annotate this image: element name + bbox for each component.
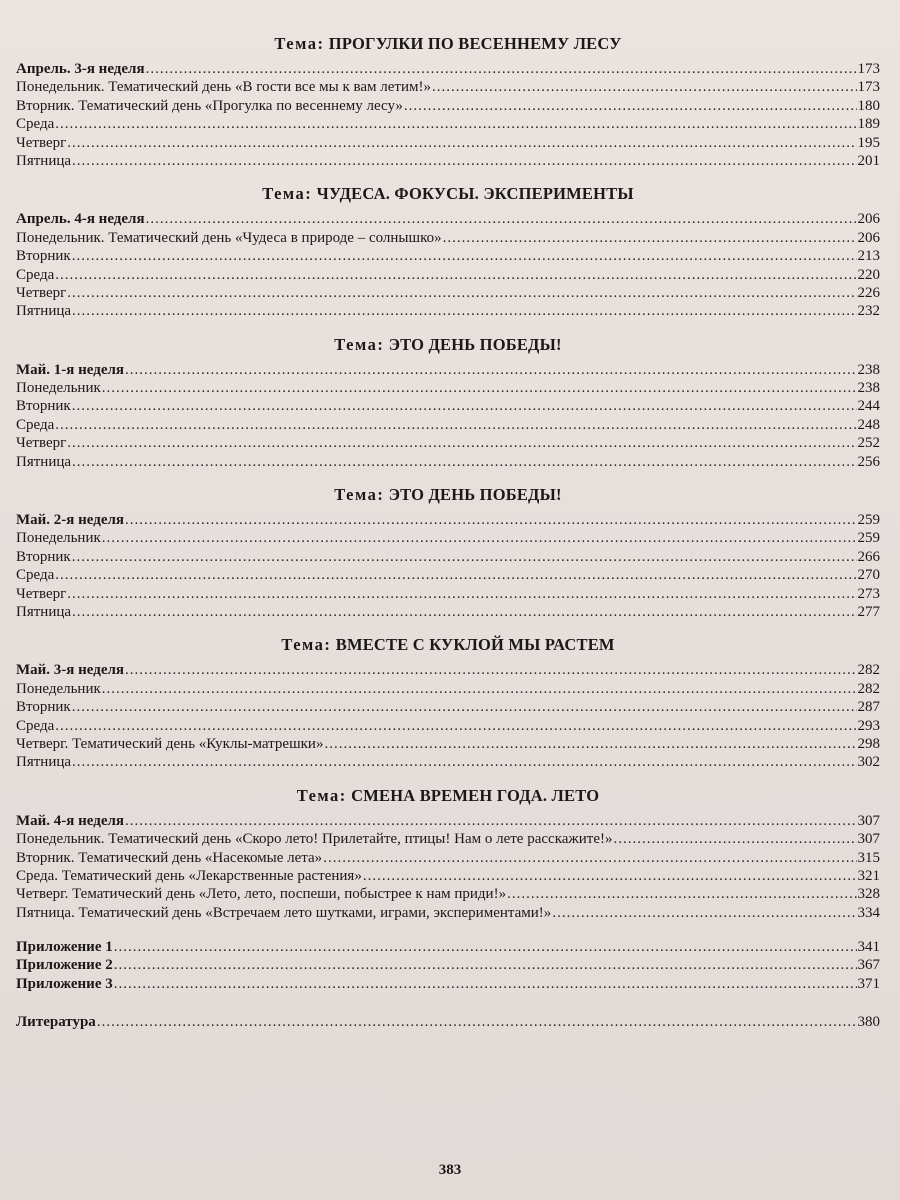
toc-entry-label: Май. 1-я неделя bbox=[16, 361, 125, 378]
toc-page-number: 328 bbox=[857, 886, 880, 903]
toc-entry-label: Вторник bbox=[16, 398, 71, 415]
toc-page-number: 367 bbox=[857, 957, 880, 974]
dot-leader bbox=[72, 152, 856, 170]
dot-leader bbox=[67, 585, 856, 603]
dot-leader bbox=[55, 416, 856, 434]
toc-day-row bbox=[16, 566, 880, 584]
dot-leader bbox=[324, 735, 856, 753]
toc-page-number: 238 bbox=[857, 380, 880, 397]
section-title bbox=[16, 485, 880, 505]
toc-page-number: 380 bbox=[857, 1014, 880, 1031]
dot-leader bbox=[55, 566, 856, 584]
dot-leader bbox=[97, 1013, 857, 1031]
toc-entry-label: Пятница bbox=[16, 152, 72, 169]
dot-leader bbox=[102, 379, 857, 397]
dot-leader bbox=[552, 904, 856, 922]
toc-entry-label: Пятница bbox=[16, 303, 72, 320]
dot-leader bbox=[507, 885, 856, 903]
toc-page-number: 315 bbox=[857, 849, 880, 866]
toc-page-number: 220 bbox=[857, 266, 880, 283]
toc-entry-label: Литература bbox=[16, 1014, 96, 1031]
toc-appendix-row bbox=[16, 956, 880, 974]
toc-page-number: 213 bbox=[857, 248, 880, 265]
toc-entry-label: Приложение 1 bbox=[16, 939, 113, 956]
tema-label: Тема: bbox=[274, 34, 325, 53]
toc-day-row bbox=[16, 134, 880, 152]
dot-leader bbox=[404, 97, 857, 115]
toc-entry-label: Вторник bbox=[16, 548, 71, 565]
toc-day-row bbox=[16, 753, 880, 771]
dot-leader bbox=[72, 698, 857, 716]
toc-page-number: 298 bbox=[857, 735, 880, 752]
dot-leader bbox=[614, 830, 857, 848]
toc-week-row bbox=[16, 361, 880, 379]
section-title bbox=[16, 34, 880, 54]
toc-entry-label: Май. 4-я неделя bbox=[16, 812, 125, 829]
dot-leader bbox=[55, 115, 856, 133]
toc-day-row bbox=[16, 379, 880, 397]
toc-entry-label: Вторник. Тематический день «Насекомые лета» bbox=[16, 849, 323, 866]
toc-day-row bbox=[16, 585, 880, 603]
toc-entry-label: Понедельник. Тематический день «В гости все мы к вам летим!» bbox=[16, 79, 431, 96]
page-number-footer: 383 bbox=[438, 1162, 462, 1178]
toc-entry-label: Среда bbox=[16, 116, 55, 133]
toc-entry-label: Понедельник. Тематический день «Чудеса в природе – солнышко» bbox=[16, 229, 442, 246]
toc-day-row bbox=[16, 867, 880, 885]
toc-day-row bbox=[16, 698, 880, 716]
toc-entry-label: Пятница bbox=[16, 754, 72, 771]
section-title bbox=[16, 635, 880, 655]
toc-entry-label: Пятница. Тематический день «Встречаем лето шутками, играми, экспериментами!» bbox=[16, 904, 552, 921]
toc-entry-label: Среда bbox=[16, 416, 55, 433]
dot-leader bbox=[146, 210, 857, 228]
toc-literature-row bbox=[16, 1013, 880, 1031]
toc-entry-label: Четверг. Тематический день «Куклы-матрешки» bbox=[16, 735, 324, 752]
toc-day-row bbox=[16, 416, 880, 434]
dot-leader bbox=[67, 134, 856, 152]
dot-leader bbox=[125, 361, 856, 379]
toc-entry-label: Четверг bbox=[16, 284, 67, 301]
toc-entry-label: Приложение 3 bbox=[16, 975, 113, 992]
toc-day-row bbox=[16, 904, 880, 922]
toc-day-row bbox=[16, 397, 880, 415]
section-title-text: ВМЕСТЕ С КУКЛОЙ МЫ РАСТЕМ bbox=[335, 635, 615, 655]
section-title-text: ЭТО ДЕНЬ ПОБЕДЫ! bbox=[388, 334, 562, 354]
section-title-text: ЭТО ДЕНЬ ПОБЕДЫ! bbox=[388, 485, 562, 505]
toc-page-number: 282 bbox=[857, 680, 880, 697]
tema-label: Тема: bbox=[334, 485, 385, 505]
toc-entry-label: Понедельник. Тематический день «Скоро лето! Прилетайте, птицы! Нам о лете расскажите!» bbox=[16, 831, 613, 848]
toc-entry-label: Вторник. Тематический день «Прогулка по весеннему лесу» bbox=[16, 97, 403, 114]
toc-entry-label: Вторник bbox=[16, 248, 71, 265]
toc-entry-label: Четверг bbox=[16, 435, 67, 452]
dot-leader bbox=[67, 434, 856, 452]
toc-day-row bbox=[16, 97, 880, 115]
toc-page-number: 334 bbox=[857, 904, 880, 921]
toc-page-number: 201 bbox=[857, 152, 880, 169]
toc-day-row bbox=[16, 529, 880, 547]
section-title bbox=[16, 335, 880, 355]
toc-day-row bbox=[16, 229, 880, 247]
toc-day-row bbox=[16, 603, 880, 621]
dot-leader bbox=[72, 397, 857, 415]
toc-entry-label: Среда bbox=[16, 717, 55, 734]
toc-day-row bbox=[16, 152, 880, 170]
tema-label: Тема: bbox=[262, 184, 313, 204]
toc-appendix-row bbox=[16, 938, 880, 956]
toc-page-number: 259 bbox=[857, 530, 880, 547]
toc-week-row bbox=[16, 210, 880, 228]
toc-day-row bbox=[16, 453, 880, 471]
dot-leader bbox=[146, 60, 857, 78]
section-title-text: СМЕНА ВРЕМЕН ГОДА. ЛЕТО bbox=[351, 785, 600, 805]
dot-leader bbox=[55, 717, 856, 735]
dot-leader bbox=[67, 284, 856, 302]
toc-page-number: 256 bbox=[857, 453, 880, 470]
toc-day-row bbox=[16, 830, 880, 848]
toc-week-row bbox=[16, 511, 880, 529]
toc-entry-label: Среда. Тематический день «Лекарственные растения» bbox=[16, 867, 362, 884]
dot-leader bbox=[125, 812, 856, 830]
toc-page-number: 206 bbox=[857, 229, 880, 246]
literature-section bbox=[16, 1013, 880, 1031]
toc-entry-label: Пятница bbox=[16, 453, 72, 470]
toc-day-row bbox=[16, 849, 880, 867]
toc-page-number: 302 bbox=[857, 754, 880, 771]
toc-appendix-row bbox=[16, 975, 880, 993]
toc-week-row bbox=[16, 812, 880, 830]
toc-day-row bbox=[16, 115, 880, 133]
toc-day-row bbox=[16, 717, 880, 735]
toc-entry-label: Четверг bbox=[16, 134, 67, 151]
toc-day-row bbox=[16, 247, 880, 265]
toc-page-number: 173 bbox=[857, 61, 880, 77]
toc-day-row bbox=[16, 434, 880, 452]
section-title bbox=[16, 184, 880, 204]
dot-leader bbox=[125, 511, 856, 529]
dot-leader bbox=[72, 247, 857, 265]
toc-page-number: 180 bbox=[857, 97, 880, 114]
dot-leader bbox=[72, 603, 856, 621]
toc-day-row bbox=[16, 302, 880, 320]
toc-page-number: 341 bbox=[857, 939, 880, 956]
toc-day-row bbox=[16, 680, 880, 698]
dot-leader bbox=[125, 661, 856, 679]
table-of-contents bbox=[16, 34, 880, 1032]
toc-day-row bbox=[16, 266, 880, 284]
toc-day-row bbox=[16, 735, 880, 753]
toc-page-number: 248 bbox=[857, 416, 880, 433]
dot-leader bbox=[72, 453, 856, 471]
tema-label: Тема: bbox=[281, 635, 332, 655]
toc-page-number: 273 bbox=[857, 585, 880, 602]
dot-leader bbox=[323, 849, 856, 867]
toc-week-row bbox=[16, 60, 880, 78]
toc-page-number: 307 bbox=[857, 831, 880, 848]
toc-entry-label: Среда bbox=[16, 266, 55, 283]
dot-leader bbox=[114, 975, 857, 993]
dot-leader bbox=[443, 229, 857, 247]
toc-page-number: 282 bbox=[857, 662, 880, 679]
dot-leader bbox=[72, 548, 857, 566]
dot-leader bbox=[102, 680, 857, 698]
toc-entry-label: Май. 2-я неделя bbox=[16, 512, 125, 529]
toc-entry-label: Пятница bbox=[16, 603, 72, 620]
toc-page-number: 287 bbox=[857, 699, 880, 716]
toc-page-number: 266 bbox=[857, 548, 880, 565]
section-title-text: ПРОГУЛКИ ПО ВЕСЕННЕМУ ЛЕСУ bbox=[328, 34, 622, 53]
toc-page-number: 195 bbox=[857, 134, 880, 151]
toc-page-number: 307 bbox=[857, 812, 880, 829]
toc-page-number: 259 bbox=[857, 512, 880, 529]
dot-leader bbox=[114, 956, 857, 974]
toc-page-number: 270 bbox=[857, 567, 880, 584]
toc-page-number: 371 bbox=[857, 975, 880, 992]
toc-entry-label: Май. 3-я неделя bbox=[16, 662, 125, 679]
toc-page-number: 173 bbox=[857, 79, 880, 96]
toc-page-number: 206 bbox=[857, 211, 880, 228]
toc-entry-label: Апрель. 4-я неделя bbox=[16, 211, 145, 228]
toc-entry-label: Четверг. Тематический день «Лето, лето, поспеши, побыстрее к нам приди!» bbox=[16, 886, 507, 903]
toc-day-row bbox=[16, 78, 880, 96]
toc-entry-label: Среда bbox=[16, 567, 55, 584]
dot-leader bbox=[363, 867, 857, 885]
tema-label: Тема: bbox=[334, 334, 385, 354]
toc-day-row bbox=[16, 885, 880, 903]
tema-label: Тема: bbox=[296, 785, 347, 805]
dot-leader bbox=[114, 938, 857, 956]
toc-page-number: 226 bbox=[857, 284, 880, 301]
toc-entry-label: Приложение 2 bbox=[16, 957, 113, 974]
toc-page-number: 244 bbox=[857, 398, 880, 415]
toc-page-number: 189 bbox=[857, 116, 880, 133]
toc-entry-label: Четверг bbox=[16, 585, 67, 602]
toc-entry-label: Понедельник bbox=[16, 680, 101, 697]
appendix-list bbox=[16, 938, 880, 993]
toc-page-number: 293 bbox=[857, 717, 880, 734]
toc-page-number: 321 bbox=[857, 867, 880, 884]
dot-leader bbox=[72, 753, 856, 771]
section-title bbox=[16, 786, 880, 806]
dot-leader bbox=[102, 529, 857, 547]
dot-leader bbox=[72, 302, 856, 320]
toc-week-row bbox=[16, 661, 880, 679]
toc-page-number: 252 bbox=[857, 435, 880, 452]
dot-leader bbox=[55, 266, 856, 284]
dot-leader bbox=[432, 78, 857, 96]
toc-entry-label: Апрель. 3-я неделя bbox=[16, 61, 145, 77]
toc-page-number: 238 bbox=[857, 361, 880, 378]
toc-entry-label: Вторник bbox=[16, 699, 71, 716]
toc-day-row bbox=[16, 548, 880, 566]
toc-day-row bbox=[16, 284, 880, 302]
toc-entry-label: Понедельник bbox=[16, 530, 101, 547]
toc-page-number: 277 bbox=[857, 603, 880, 620]
toc-entry-label: Понедельник bbox=[16, 380, 101, 397]
toc-page-number: 232 bbox=[857, 303, 880, 320]
section-title-text: ЧУДЕСА. ФОКУСЫ. ЭКСПЕРИМЕНТЫ bbox=[316, 184, 634, 204]
